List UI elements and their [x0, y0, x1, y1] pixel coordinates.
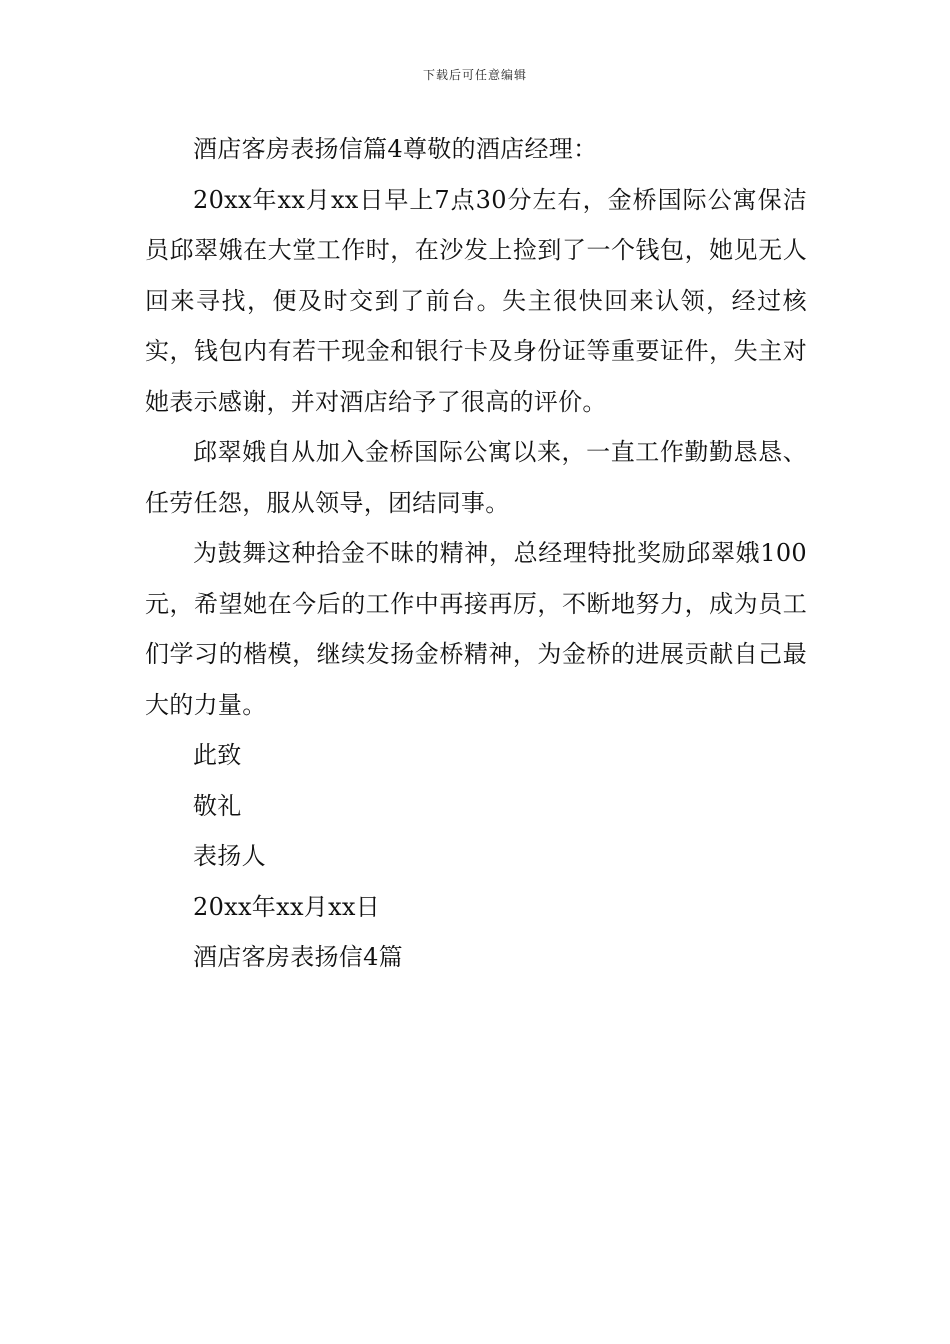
- paragraph-employee: 邱翠娥自从加入金桥国际公寓以来，一直工作勤勤恳恳、任劳任怨，服从领导，团结同事。: [145, 438, 807, 517]
- paragraph-incident: 20xx年xx月xx日早上7点30分左右，金桥国际公寓保洁员邱翠娥在大堂工作时，在沙发上捡到了一个钱包，她见无人回来寻找，便及时交到了前台。失主很快回来认领，经过核实，钱包内有若干现金和银行卡及身份证等重要证件，失主对她表示感谢，并对酒店给予了很高的评价。: [145, 185, 807, 416]
- paragraph-reward: 为鼓舞这种拾金不昧的精神，总经理特批奖励邱翠娥100元，希望她在今后的工作中再接再厉，不断地努力，成为员工们学习的楷模，继续发扬金桥精神，为金桥的进展贡献自己最大的力量。: [145, 539, 807, 719]
- letter-body: [145, 124, 807, 983]
- signature: 表扬人: [193, 842, 266, 870]
- footer-title: 酒店客房表扬信4篇: [193, 943, 403, 971]
- closing-regards: 敬礼: [193, 791, 242, 820]
- letter-title: 酒店客房表扬信篇4尊敬的酒店经理：: [193, 135, 598, 163]
- letter-date: 20xx年xx月xx日: [193, 892, 381, 921]
- header-note: 下载后可任意编辑: [422, 68, 527, 82]
- closing-salutation: 此致: [193, 741, 242, 769]
